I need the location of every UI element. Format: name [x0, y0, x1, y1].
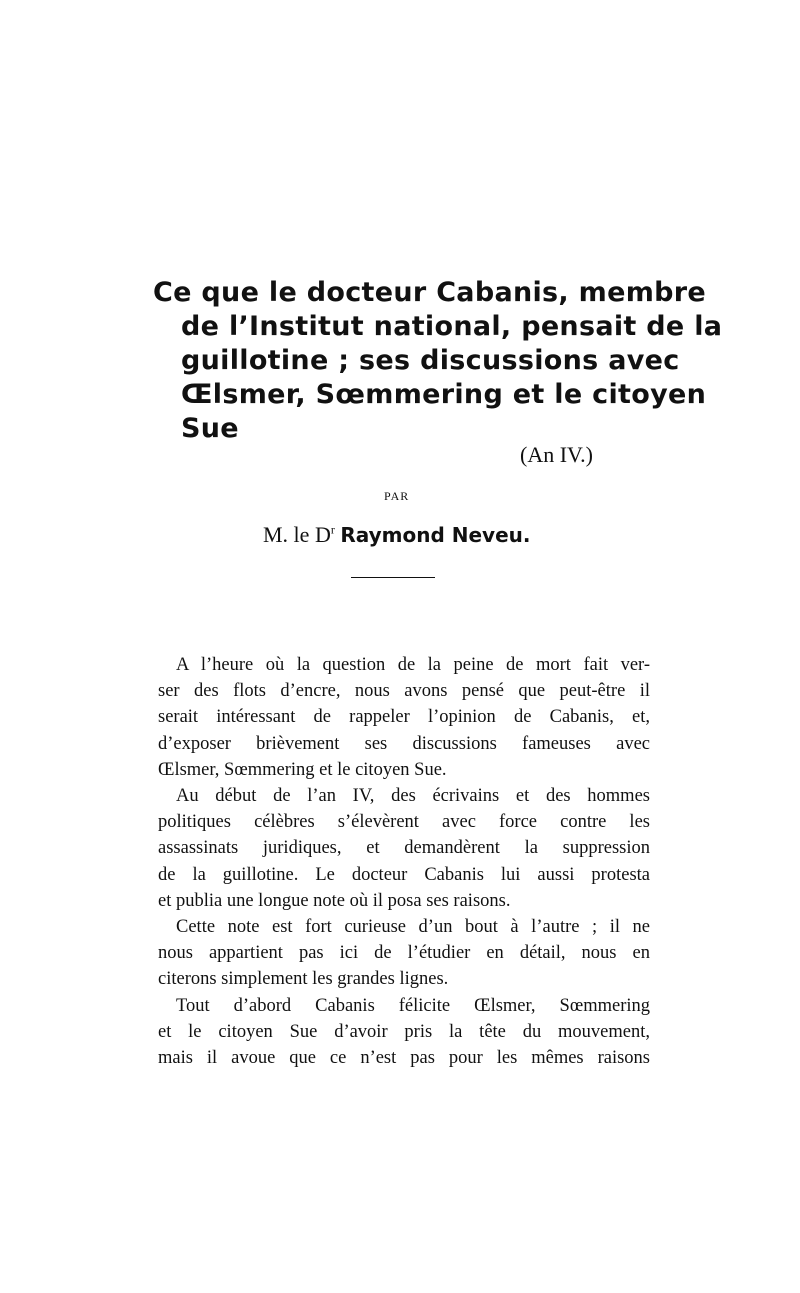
article-title [153, 276, 723, 446]
byline-par: PAR [384, 489, 410, 503]
paragraph-line: d’exposer brièvement ses discussions fameuses avec [158, 733, 650, 754]
paragraph-line: Au début de l’an IV, des écrivains et des hommes [176, 786, 650, 807]
paragraph-line: nous appartient pas ici de l’étudier en détail, nous en [158, 943, 650, 964]
author-prefix-superscript: r [330, 522, 335, 537]
paragraph-line: Cette note est fort curieuse d’un bout à l’autre ; il ne [176, 917, 650, 938]
paragraph-line: Œlsmer, Sœmmering et le citoyen Sue. [158, 759, 447, 780]
paragraph-line: et le citoyen Sue d’avoir pris la tête du mouvement, [158, 1021, 650, 1042]
author-byline [263, 522, 530, 548]
paragraph-line: citerons simplement les grandes lignes. [158, 969, 449, 990]
paragraph-line: serait intéressant de rappeler l’opinion de Cabanis, et, [158, 707, 650, 728]
title-line: Œlsmer, Sœmmering et le citoyen [181, 379, 707, 410]
author-name: Raymond Neveu. [340, 523, 531, 547]
paragraph-line: politiques célèbres s’élevèrent avec force contre les [158, 812, 650, 833]
paragraph-line: Tout d’abord Cabanis félicite Œlsmer, Sœmmering [176, 995, 650, 1016]
title-line: guillotine ; ses discussions avec [181, 345, 680, 376]
paragraph-line: assassinats juridiques, et demandèrent la suppression [158, 838, 650, 859]
paragraph-line: mais il avoue que ce n’est pas pour les mêmes raisons [158, 1048, 650, 1069]
paragraph-line: A l’heure où la question de la peine de mort fait ver- [176, 655, 650, 675]
paragraph-line: ser des flots d’encre, nous avons pensé que peut-être il [158, 681, 650, 702]
paragraph-line: de la guillotine. Le docteur Cabanis lui aussi protesta [158, 864, 650, 885]
paragraph-line: et publia une longue note où il posa ses raisons. [158, 890, 511, 911]
body-text [158, 652, 650, 1071]
separator-rule [351, 577, 435, 578]
title-line: Ce que le docteur Cabanis, membre [153, 277, 707, 308]
author-prefix: M. le D [263, 522, 331, 547]
article-date: (An IV.) [520, 442, 593, 467]
title-line: Sue [181, 413, 239, 444]
title-line: de l’Institut national, pensait de la [181, 311, 723, 342]
